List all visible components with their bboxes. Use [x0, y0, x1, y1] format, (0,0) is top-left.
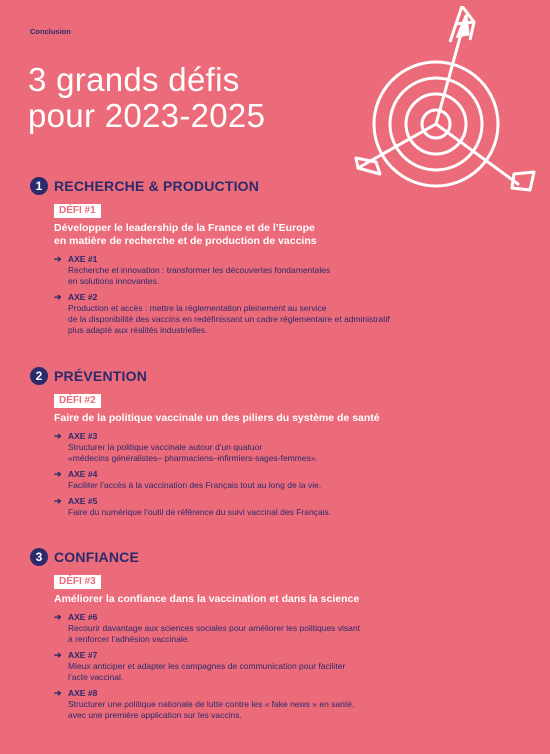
arrow-right-icon: ➔: [54, 688, 62, 698]
defi-text: Améliorer la confiance dans la vaccination et dans la science: [54, 593, 360, 605]
section-title: PRÉVENTION: [54, 368, 148, 384]
arrow-right-icon: ➔: [54, 496, 62, 506]
section-number: 3: [30, 548, 48, 566]
axe-label: AXE #8: [68, 688, 98, 698]
axe-label: AXE #2: [68, 292, 98, 302]
section-title: CONFIANCE: [54, 549, 140, 565]
arrow-right-icon: ➔: [54, 292, 62, 302]
defi-badge: DÉFI #2: [54, 394, 101, 408]
axe-text: Mieux anticiper et adapter les campagnes de communication pour faciliter l’acte vaccinal.: [68, 661, 346, 682]
section-number: 1: [30, 177, 48, 195]
section-prevention: [30, 366, 530, 523]
axe-item: [54, 612, 530, 645]
axe-text: Recherche et innovation : transformer les découvertes fondamentales en solutions innovantes.: [68, 265, 331, 286]
axe-label: AXE #4: [68, 469, 98, 479]
arrow-right-icon: ➔: [54, 650, 62, 660]
arrow-right-icon: ➔: [54, 612, 62, 622]
axe-item: [54, 688, 530, 721]
axe-item: [54, 254, 530, 287]
axe-label: AXE #7: [68, 650, 98, 660]
axe-text: Faire du numérique l’outil de référence du suivi vaccinal des Français.: [68, 507, 332, 517]
axe-text: Recourir davantage aux sciences sociales pour améliorer les politiques visant à renforcer l’adhésion vaccinale.: [68, 623, 360, 644]
axe-label: AXE #3: [68, 431, 98, 441]
axe-text: Production et accès : mettre la réglementation pleinement au service de la disponibilité des vaccins en redéfinissant un cadre réglementaire et administratif plus adapté aux réalités industrielles.: [68, 303, 390, 335]
axe-text: Faciliter l’accès à la vaccination des Français tout au long de la vie.: [68, 480, 322, 490]
section-confiance: [30, 547, 530, 726]
arrow-right-icon: ➔: [54, 469, 62, 479]
defi-badge: DÉFI #1: [54, 204, 101, 218]
axe-label: AXE #1: [68, 254, 98, 264]
section-number: 2: [30, 367, 48, 385]
axe-text: Structurer la politique vaccinale autour d’un quatuor «médecins généralistes– pharmaciens–infirmiers-sages-femmes».: [68, 442, 318, 463]
axe-item: [54, 496, 530, 518]
title-line-2: pour 2023-2025: [28, 97, 266, 134]
axe-item: [54, 469, 530, 491]
axe-text: Structurer une politique nationale de lutte contre les « fake news » en santé, avec une première application sur les vaccins.: [68, 699, 355, 720]
defi-badge: DÉFI #3: [54, 575, 101, 589]
axe-item: [54, 650, 530, 683]
arrow-right-icon: ➔: [54, 431, 62, 441]
axe-item: [54, 292, 530, 336]
defi-text: Faire de la politique vaccinale un des piliers du système de santé: [54, 412, 380, 424]
axe-label: AXE #6: [68, 612, 98, 622]
axe-item: [54, 431, 530, 464]
arrow-right-icon: ➔: [54, 254, 62, 264]
page-title: [28, 62, 265, 134]
defi-text: Développer le leadership de la France et de l’Europe en matière de recherche et de production de vaccins: [54, 222, 317, 247]
section-title: RECHERCHE & PRODUCTION: [54, 178, 260, 194]
section-recherche: [30, 176, 530, 341]
axe-label: AXE #5: [68, 496, 98, 506]
kicker: Conclusion: [30, 27, 71, 36]
title-line-1: 3 grands défis: [28, 61, 240, 98]
target-arrows-icon: [338, 6, 543, 196]
